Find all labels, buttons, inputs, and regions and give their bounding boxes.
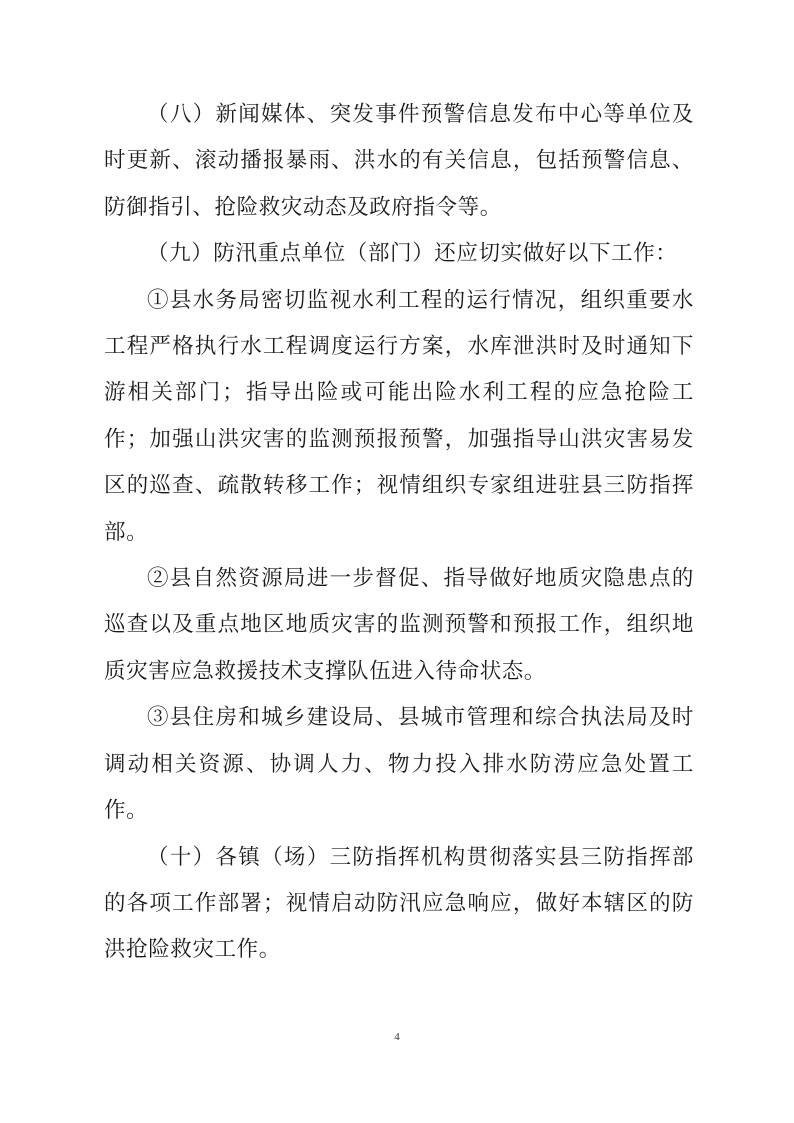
- body-text: [104, 92, 694, 974]
- paragraph-natural-resources: ②县自然资源局进一步督促、指导做好地质灾隐患点的巡查以及重点地区地质灾害的监测预警和预报工作，组织地质灾害应急救援技术支撑队伍进入待命状态。: [104, 566, 694, 684]
- paragraph-news-media: （八）新闻媒体、突发事件预警信息发布中心等单位及时更新、滚动播报暴雨、洪水的有关信息，包括预警信息、防御指引、抢险救灾动态及政府指令等。: [104, 102, 694, 220]
- paragraph-water-bureau: ①县水务局密切监视水利工程的运行情况，组织重要水工程严格执行水工程调度运行方案，水库泄洪时及时通知下游相关部门；指导出险或可能出险水利工程的应急抢险工作；加强山洪灾害的监测预报预警，加强指导山洪灾害易发区的巡查、疏散转移工作；视情组织专家组进驻县三防指挥部。: [104, 287, 694, 545]
- page-number: 4: [394, 1031, 400, 1043]
- paragraph-towns: （十）各镇（场）三防指挥机构贯彻落实县三防指挥部的各项工作部署；视情启动防汛应急响应，做好本辖区的防洪抢险救灾工作。: [104, 844, 694, 963]
- paragraph-key-units: （九）防汛重点单位（部门）还应切实做好以下工作：: [147, 241, 678, 267]
- paragraph-housing-urban: ③县住房和城乡建设局、县城市管理和综合执法局及时调动相关资源、协调人力、物力投入排水防涝应急处置工作。: [104, 705, 694, 824]
